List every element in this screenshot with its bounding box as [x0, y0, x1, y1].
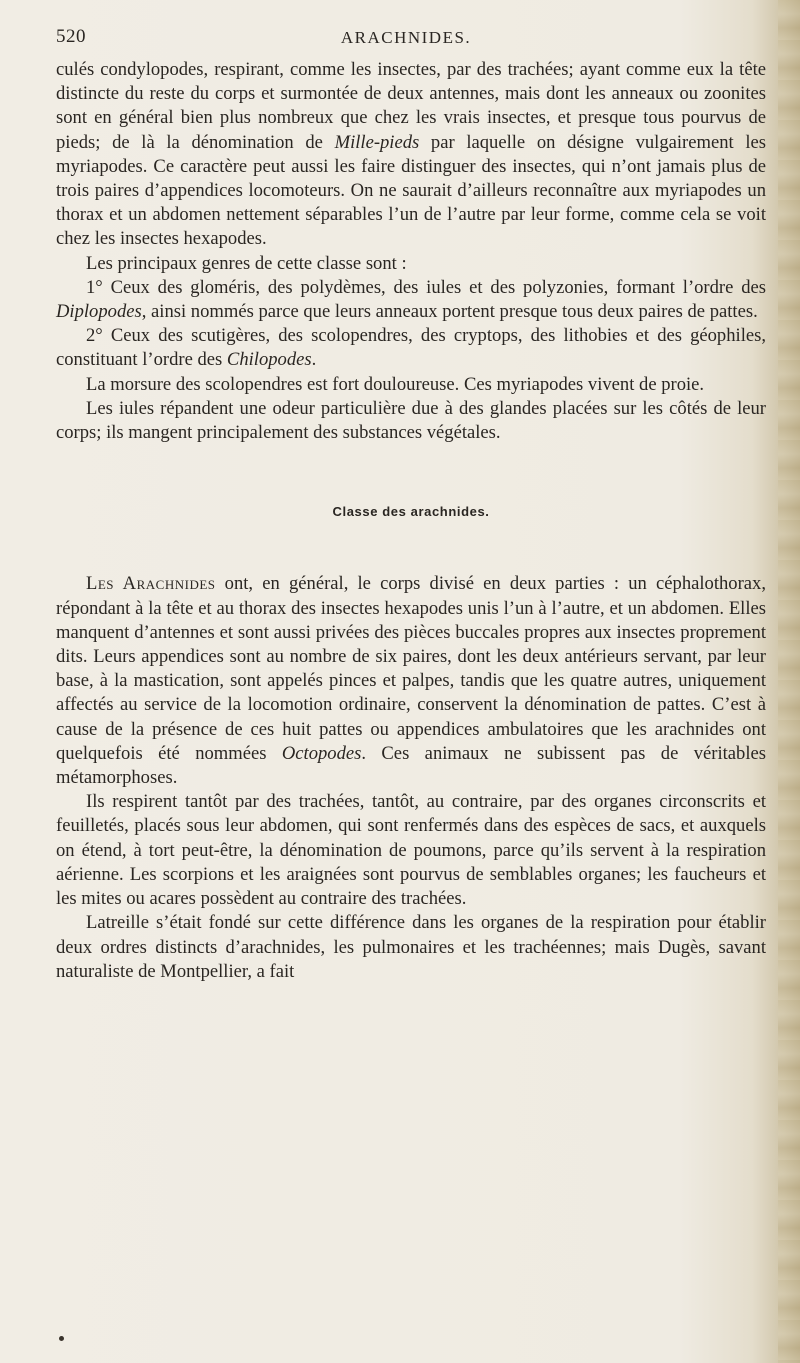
body-text	[56, 58, 766, 984]
paragraph-chilopodes: 2° Ceux des scutigères, des scolopendres, des cryptops, des lithobies et des géophiles, constituant l’ordre des Chilopodes.	[56, 325, 766, 371]
term-arachnides: Les Arachnides	[86, 573, 216, 595]
paragraph-respiration: Ils respirent tantôt par des trachées, tantôt, au contraire, par des organes circonscrits et feuilletés, placés sous leur abdomen, qui sont renfermés dans des espèces de sacs, et auxquels on étend, à tort peut-être, la dénomination de poumons, parce qu’ils servent à la respiration aérienne. Les scorpions et les araignées sont pourvus de semblables organes; les faucheurs et les mites ou acares possèdent au contraire des trachées.	[56, 791, 766, 910]
paragraph-genres-intro: Les principaux genres de cette classe sont :	[86, 252, 407, 274]
page-header	[56, 26, 756, 54]
page-edge-shadow	[778, 0, 800, 1363]
paragraph-scolopendres: La morsure des scolopendres est fort douloureuse. Ces myriapodes vivent de proie.	[86, 373, 705, 395]
paragraph-diplopodes: 1° Ceux des gloméris, des polydèmes, des iules et des polyzonies, formant l’ordre des Diplopodes, ainsi nommés parce que leurs anneaux portent presque tous deux paires de pattes.	[56, 276, 766, 323]
term-diplopodes: Diplopodes	[56, 301, 142, 323]
page-number: 520	[56, 26, 86, 47]
section-title: Classe des arachnides.	[332, 504, 490, 520]
term-octopodes: Octopodes	[281, 742, 362, 764]
paragraph-iules: Les iules répandent une odeur particulière due à des glandes placées sur les côtés de leur corps; ils mangent principalement des substances végétales.	[56, 397, 766, 444]
running-title: ARACHNIDES.	[340, 28, 472, 47]
term-mille-pieds: Mille-pieds	[334, 131, 420, 153]
ink-speck	[59, 1336, 64, 1341]
paragraph-myriapodes-definition: culés condylopodes, respirant, comme les insectes, par des trachées; ayant comme eux la tête distincte du reste du corps et surmontée de deux antennes, mais dont les anneaux ou zoonites sont en général bien plus nombreux que chez les vrais insectes, et presque tous pourvus de pieds; de là la dénomination de Mille-pieds par laquelle on désigne vulgairement les myriapodes. Ce caractère peut aussi les faire distinguer des insectes, qui n’ont jamais plus de trois paires d’appendices locomoteurs. On ne saurait d’ailleurs reconnaître aux myriapodes un thorax et un abdomen nettement séparables l’un de l’autre par leur forme, comme cela se voit chez les insectes hexapodes.	[56, 59, 766, 250]
paragraph-latreille: Latreille s’était fondé sur cette différence dans les organes de la respiration pour établir deux ordres distincts d’arachnides, les pulmonaires et les trachéennes; mais Dugès, savant naturaliste de Montpellier, a fait	[56, 912, 766, 982]
term-chilopodes: Chilopodes	[226, 349, 312, 371]
paragraph-arachnides-definition: Les Arachnides ont, en général, le corps divisé en deux parties : un céphalothorax, répondant à la tête et au thorax des insectes hexapodes unis l’un à l’autre, et un abdomen. Elles manquent d’antennes et sont aussi privées des pièces buccales propres aux insectes proprement dits. Leurs appendices sont au nombre de six paires, dont les deux antérieurs servant, par leur base, à la mastication, sont appelés pinces et palpes, tandis que les quatre autres, uniquement affectés au service de la locomotion ordinaire, conservent la dénomination de pattes. C’est à cause de la présence de ces huit pattes ou appendices ambulatoires que les arachnides ont quelquefois été nommées Octopodes. Ces animaux ne subissent pas de véritables métamorphoses.	[56, 573, 766, 789]
